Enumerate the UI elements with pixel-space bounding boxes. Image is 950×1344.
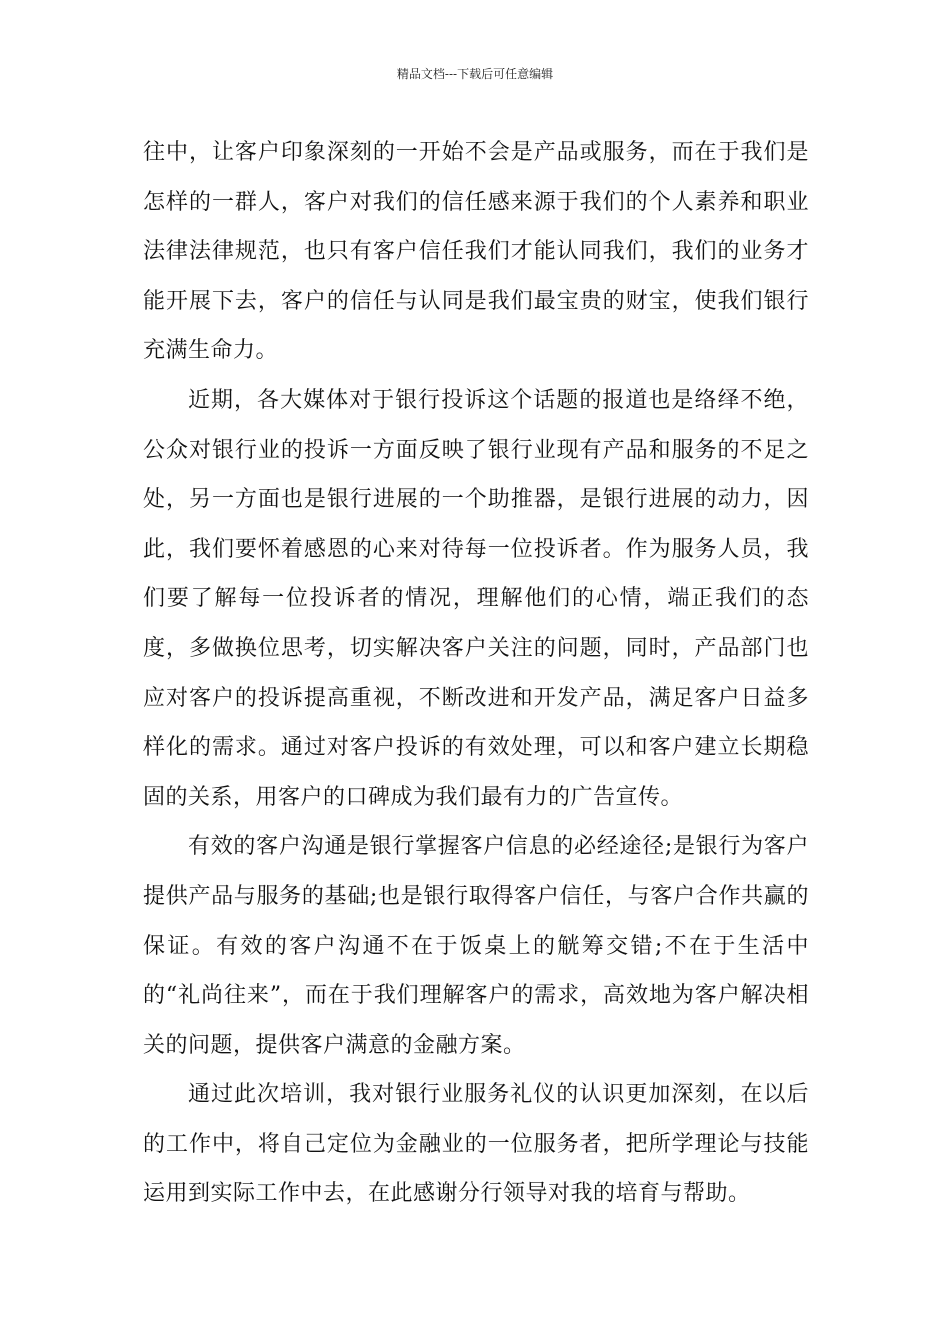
paragraph-communication: 有效的客户沟通是银行掌握客户信息的必经途径;是银行为客户提供产品与服务的基础;也是银行取得客户信任，与客户合作共赢的保证。有效的客户沟通不在于饭桌上的觥筹交错;不在于生活中的“礼尚往来”，而在于我们理解客户的需求，高效地为客户解决相关的问题，提供客户满意的金融方案。: [143, 834, 809, 1058]
page-header: 精品文档---下载后可任意编辑: [396, 67, 554, 81]
paragraph-conclusion: 通过此次培训，我对银行业服务礼仪的认识更加深刻，在以后的工作中，将自己定位为金融业的一位服务者，把所学理论与技能运用到实际工作中去，在此感谢分行领导对我的培育与帮助。: [143, 1082, 809, 1207]
paragraph-complaints: 近期，各大媒体对于银行投诉这个话题的报道也是络绎不绝，公众对银行业的投诉一方面反映了银行业现有产品和服务的不足之处，另一方面也是银行进展的一个助推器，是银行进展的动力，因此，我们要怀着感恩的心来对待每一位投诉者。作为服务人员，我们要了解每一位投诉者的情况，理解他们的心情，端正我们的态度，多做换位思考，切实解决客户关注的问题，同时，产品部门也应对客户的投诉提高重视，不断改进和开发产品，满足客户日益多样化的需求。通过对客户投诉的有效处理，可以和客户建立长期稳固的关系，用客户的口碑成为我们最有力的广告宣传。: [143, 387, 809, 810]
paragraph-continuation: 往中，让客户印象深刻的一开始不会是产品或服务，而在于我们是怎样的一群人，客户对我们的信任感来源于我们的个人素养和职业法律法律规范，也只有客户信任我们才能认同我们，我们的业务才能开展下去，客户的信任与认同是我们最宝贵的财宝，使我们银行充满生命力。: [143, 140, 809, 364]
document-body: [143, 128, 809, 1219]
